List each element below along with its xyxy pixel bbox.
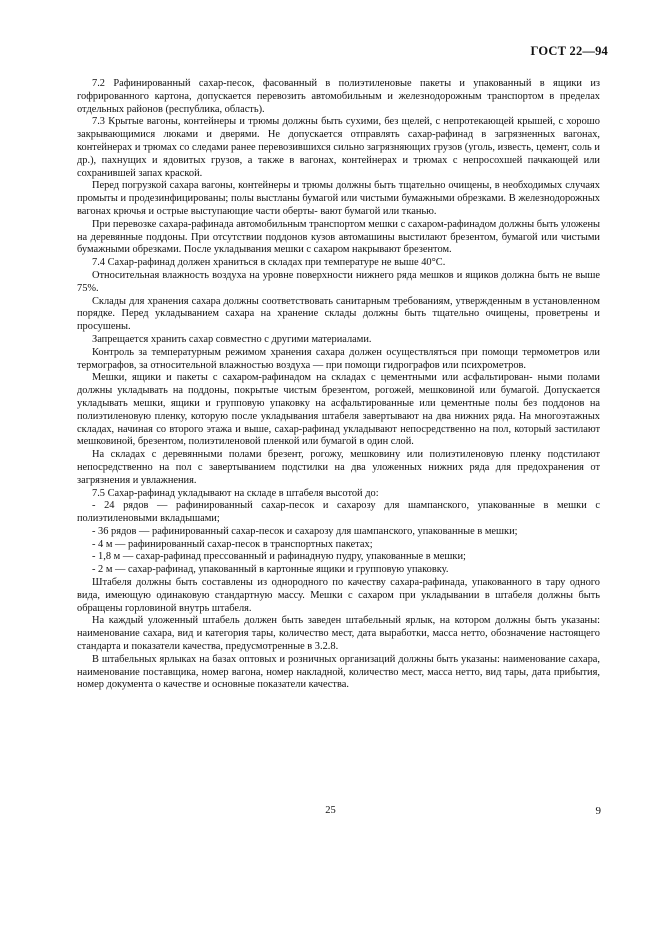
page-number-center: 25 xyxy=(325,805,336,816)
list-item-36-rows: - 36 рядов — рафинированный сахар-песок и сахарозу для шампанского, упакованные в мешки; xyxy=(92,525,518,537)
page-number-right: 9 xyxy=(595,805,601,817)
list-item-4m: - 4 м — рафинированный сахар-песок в транспортных пакетах; xyxy=(92,538,373,550)
paragraph-prohibition: Запрещается хранить сахар совместно с другими материалами. xyxy=(92,333,372,345)
list-item-1-8m: - 1,8 м — сахар-рафинад прессованный и рафинадную пудру, упакованные в мешки; xyxy=(92,551,466,563)
paragraph-wooden-floors: На складах с деревянными полами брезент, рогожу, мешковину или полиэтиленовую пленку подстилают непосредственно на пол с завертыванием подстилки на два уложенных нижних ряда для предохранения от загрязнения и увлажнения. xyxy=(77,449,600,486)
paragraph-7-2: 7.2 Рафинированный сахар-песок, фасованный в полиэтиленовые пакеты и упакованный в ящики из гофрированного картона, допускается перевозить автомобильным и железнодорожным транспортом в пределах отдельных районов (республика, область). xyxy=(77,78,600,115)
paragraph-stacks: Штабеля должны быть составлены из однородного по качеству сахара-рафинада, упакованного в тару одного вида, имеющую одинаковую стандартную массу. Мешки с сахаром при укладывании в штабеля должны быть обращены горловиной внутрь штабеля. xyxy=(77,577,600,614)
paragraph-7-5: 7.5 Сахар-рафинад укладывают на складе в штабеля высотой до: xyxy=(92,487,379,499)
paragraph-7-3: 7.3 Крытые вагоны, контейнеры и трюмы должны быть сухими, без щелей, с непротекающей крышей, с хорошо закрывающимися люками и дверями. Не допускается отправлять сахар-рафинад в загрязненных вагонах, контейнерах и трюмах со следами ранее перевозившихся сильно загрязняющих грузов (уголь, известь, цемент, соль и др.), пахнущих и ядовитых грузов, а также в вагонах, контейнерах и трюмах с непросохшей пачкающей или сохранившей запах краской. xyxy=(77,116,600,179)
paragraph-stack-label-bases: В штабельных ярлыках на базах оптовых и розничных организаций должны быть указаны: наименование сахара, наименование поставщика, номер вагона, номер накладной, количество мест, масса нетто, вид тары, дата прибытия, номер документа о качестве и основные показатели качества. xyxy=(77,653,600,691)
document-code-header: ГОСТ 22—94 xyxy=(530,44,608,58)
list-item-24-rows: - 24 рядов — рафинированный сахар-песок и сахарозу для шампанского, упакованные в мешки с полиэтиленовыми вкладышами; xyxy=(77,500,600,525)
paragraph-auto-transport: При перевозке сахара-рафинада автомобильным транспортом мешки с сахаром-рафинадом должны быть уложены на деревянные поддоны. При отсутствии поддонов кузов автомашины выстилают брезентом, бумагой или чистыми бумажными обрезками. После укладывания мешки с сахаром накрывают брезентом. xyxy=(77,218,600,256)
paragraph-floor-stacking: Мешки, ящики и пакеты с сахаром-рафинадом на складах с цементными или асфальтирован- ными полами должны укладывать на поддоны, покрытые чистым брезентом, рогожей, мешковиной или бумагой. Допускается укладывать мешки, ящики и групповую упаковку на асфальтированные или цементные полы без поддонов на полиэтиленовую пленку, которую после укладывания штабеля завертывают на два нижних ряда. На многоэтажных складах, начиная со второго этажа и выше, сахар-рафинад укладывают непосредственно на пол, который застилают мешковиной, брезентом, полиэтиленовой пленкой или бумагой в один слой. xyxy=(77,372,600,448)
paragraph-temperature-control: Контроль за температурным режимом хранения сахара должен осуществляться при помощи термометров или термографов, за относительной влажностью воздуха — при помощи гидрографов или психрометров. xyxy=(77,346,600,371)
document-body xyxy=(77,78,600,692)
paragraph-cleaning: Перед погрузкой сахара вагоны, контейнеры и трюмы должны быть тщательно очищены, в необходимых случаях промыты и продезинфицированы; полы выстланы бумагой или чистыми бумажными обрезками. В железнодорожных вагонах крючья и острые выступающие части оберты- вают бумагой или тканью. xyxy=(77,180,600,217)
list-item-2m: - 2 м — сахар-рафинад, упакованный в картонные ящики и групповую упаковку. xyxy=(92,564,449,576)
paragraph-warehouses: Склады для хранения сахара должны соответствовать санитарным требованиям, утвержденным в установленном порядке. Перед укладыванием сахара на хранение склады должны быть тщательно очищены, проветрены и просушены. xyxy=(77,295,600,333)
paragraph-stack-label: На каждый уложенный штабель должен быть заведен штабельный ярлык, на котором должны быть указаны: наименование сахара, вид и категория тары, количество мест, дата выработки, масса нетто, обозначение настоящего стандарта и показатели качества, предусмотренные в 3.2.8. xyxy=(77,615,600,653)
paragraph-7-4: 7.4 Сахар-рафинад должен храниться в складах при температуре не выше 40°С. xyxy=(92,257,446,269)
paragraph-humidity: Относительная влажность воздуха на уровне поверхности нижнего ряда мешков и ящиков должна быть не выше 75%. xyxy=(77,269,600,294)
